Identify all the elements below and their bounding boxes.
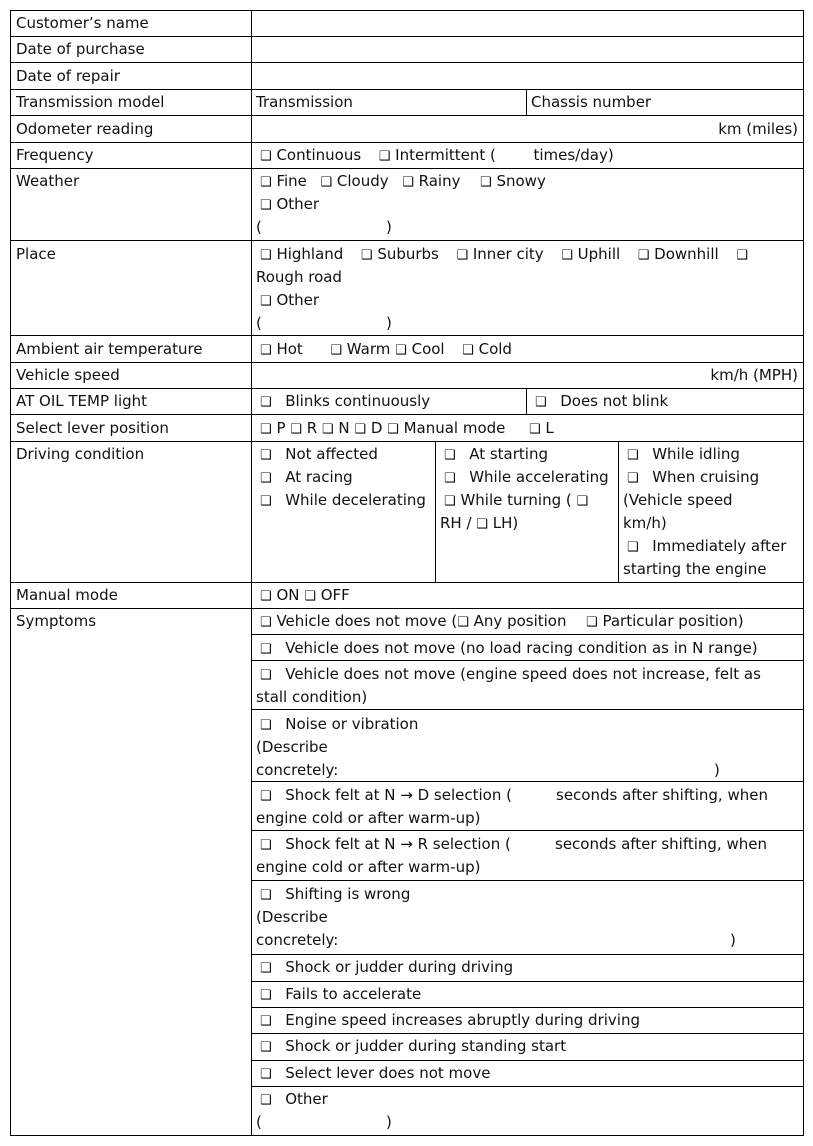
option-off: OFF (320, 586, 350, 604)
symptom-shock-n-d-seconds: seconds after shifting, when (556, 786, 768, 804)
option-at-racing[interactable] (260, 466, 353, 489)
row-divider (10, 608, 804, 609)
checkbox-icon[interactable]: ❑ (535, 395, 547, 410)
checkbox-icon[interactable]: ❑ (637, 248, 650, 263)
option-cool: Cool (411, 340, 445, 358)
option-when-cruising[interactable] (627, 466, 759, 489)
option-n: N (338, 419, 350, 437)
option-rainy: Rainy (418, 172, 461, 190)
option-p: P (276, 419, 286, 437)
symptom-divider (251, 954, 804, 955)
symptom-divider (251, 830, 804, 831)
checkbox-icon[interactable]: ❑ (462, 343, 474, 358)
checkbox-icon[interactable]: ❑ (354, 422, 367, 437)
label-transmission-model: Transmission model (16, 93, 165, 111)
checkbox-icon[interactable]: ❑ (260, 422, 272, 437)
transmission-label: Transmission (256, 93, 353, 111)
checkbox-icon[interactable]: ❑ (260, 175, 272, 190)
checkbox-icon[interactable]: ❑ (395, 343, 407, 358)
option-blinks[interactable] (260, 390, 430, 413)
symptom-label: Shock felt at N → R selection ( (285, 835, 511, 853)
checkbox-icon[interactable]: ❑ (260, 718, 272, 733)
checkbox-icon[interactable]: ❑ (480, 175, 492, 190)
vehicle-speed-unit: km/h (MPH) (710, 366, 798, 384)
symptom-no-load-racing[interactable] (260, 637, 758, 660)
checkbox-icon[interactable]: ❑ (260, 471, 272, 486)
symptom-shock-n-d-cont: engine cold or after warm-up) (256, 809, 481, 827)
checkbox-icon[interactable]: ❑ (330, 343, 342, 358)
option-label: At racing (285, 468, 353, 486)
checkbox-icon[interactable]: ❑ (586, 615, 598, 630)
row-divider (10, 582, 804, 583)
label-weather: Weather (16, 172, 80, 190)
weather-other-paren-close: ) (386, 218, 392, 236)
symptom-label: Shock felt at N → D selection ( (285, 786, 512, 804)
checkbox-icon[interactable]: ❑ (627, 448, 639, 463)
label-odometer: Odometer reading (16, 120, 154, 138)
option-lh: LH) (492, 514, 519, 532)
symptom-divider (251, 981, 804, 982)
checkbox-icon[interactable]: ❑ (476, 517, 488, 532)
option-label: When cruising (652, 468, 760, 486)
lever-options[interactable] (260, 417, 554, 440)
option-label: Blinks continuously (285, 392, 431, 410)
checkbox-icon[interactable]: ❑ (627, 540, 639, 555)
option-cloudy: Cloudy (336, 172, 389, 190)
checkbox-icon[interactable]: ❑ (360, 248, 373, 263)
option-while-turning[interactable] (444, 489, 588, 512)
option-on: ON (276, 586, 300, 604)
symptom-stall-condition[interactable] (260, 663, 761, 686)
checkbox-icon[interactable]: ❑ (456, 248, 469, 263)
option-suburbs: Suburbs (377, 245, 439, 263)
checkbox-icon[interactable]: ❑ (260, 1067, 272, 1082)
checkbox-icon[interactable]: ❑ (444, 448, 456, 463)
checkbox-icon[interactable]: ❑ (378, 149, 391, 164)
option-rh: RH / (440, 514, 477, 532)
ambient-options[interactable] (260, 338, 512, 361)
symptom-shock-n-r[interactable] (260, 833, 511, 856)
checkbox-icon[interactable]: ❑ (561, 248, 573, 263)
symptom-label: Other (285, 1090, 328, 1108)
checkbox-icon[interactable]: ❑ (260, 294, 272, 309)
label-date-purchase: Date of purchase (16, 40, 145, 58)
describe-label: (Describe (256, 738, 328, 756)
manual-mode-options[interactable] (260, 584, 350, 607)
checkbox-icon[interactable]: ❑ (736, 248, 748, 263)
checkbox-icon[interactable]: ❑ (260, 988, 272, 1003)
symptom-divider (251, 880, 804, 881)
symptom-divider (251, 660, 804, 661)
option-hot: Hot (276, 340, 303, 358)
symptom-fails-accelerate[interactable] (260, 983, 421, 1006)
option-any-position: Any position (473, 612, 567, 630)
checkbox-icon[interactable]: ❑ (260, 494, 272, 509)
checkbox-icon[interactable]: ❑ (457, 615, 469, 630)
symptom-divider (251, 709, 804, 710)
table-border-right (803, 10, 804, 1136)
option-label: Not affected (285, 445, 378, 463)
symptom-standing-start[interactable] (260, 1035, 566, 1058)
symptom-other[interactable] (260, 1088, 328, 1111)
option-continuous: Continuous (276, 146, 362, 164)
symptom-divider (251, 1033, 804, 1034)
place-other-paren-open: ( (256, 314, 262, 332)
checkbox-icon[interactable]: ❑ (260, 248, 272, 263)
symptom-noise-vibration[interactable] (260, 713, 418, 736)
weather-other-paren-open: ( (256, 218, 262, 236)
symptom-shifting-wrong[interactable] (260, 883, 410, 906)
symptom-shock-n-r-seconds: seconds after shifting, when (555, 835, 767, 853)
times-per-day: times/day) (533, 146, 614, 164)
option-rough-road: Rough road (256, 268, 342, 286)
option-cold: Cold (478, 340, 512, 358)
place-other-paren-close: ) (386, 314, 392, 332)
checkbox-icon[interactable]: ❑ (444, 494, 456, 509)
option-warm: Warm (346, 340, 391, 358)
option-d: D (370, 419, 383, 437)
checkbox-icon[interactable]: ❑ (260, 1040, 272, 1055)
checkbox-icon[interactable]: ❑ (260, 589, 272, 604)
option-intermittent: Intermittent ( (395, 146, 496, 164)
option-label: Immediately after (652, 537, 787, 555)
option-not-affected[interactable] (260, 443, 378, 466)
symptom-label: Vehicle does not move ( (276, 612, 458, 630)
label-place: Place (16, 245, 56, 263)
checkbox-icon[interactable]: ❑ (260, 343, 272, 358)
checkbox-icon[interactable]: ❑ (260, 888, 272, 903)
option-label: While accelerating (469, 468, 609, 486)
option-while-decelerating[interactable] (260, 489, 426, 512)
row-divider (10, 142, 804, 143)
concretely-close: ) (714, 761, 720, 779)
symptom-label: Fails to accelerate (285, 985, 422, 1003)
checkbox-icon[interactable]: ❑ (260, 149, 272, 164)
option-highland: Highland (276, 245, 344, 263)
symptom-label: Shifting is wrong (285, 885, 411, 903)
row-divider (10, 388, 804, 389)
place-options[interactable] (260, 243, 748, 266)
checkbox-icon[interactable]: ❑ (260, 395, 272, 410)
symptom-divider (251, 634, 804, 635)
option-label: Does not blink (560, 392, 669, 410)
label-select-lever: Select lever position (16, 419, 169, 437)
frequency-options[interactable] (260, 144, 614, 167)
option-other: Other (276, 291, 320, 309)
turning-direction[interactable] (440, 512, 518, 535)
option-while-idling[interactable] (627, 443, 740, 466)
row-divider (10, 414, 804, 415)
place-other[interactable] (260, 289, 319, 312)
row-divider (10, 362, 804, 363)
checkbox-icon[interactable]: ❑ (260, 615, 272, 630)
table-border-left (10, 10, 11, 1136)
checkbox-icon[interactable]: ❑ (387, 422, 399, 437)
checkbox-icon[interactable]: ❑ (321, 422, 334, 437)
option-uphill: Uphill (577, 245, 621, 263)
symptom-divider (251, 1060, 804, 1061)
checkbox-icon[interactable]: ❑ (444, 471, 456, 486)
table-border-bottom (10, 1135, 804, 1136)
symptom-lever-not-move[interactable] (260, 1062, 490, 1085)
concretely-label: concretely: (256, 761, 339, 779)
symptom-shock-judder-driving[interactable] (260, 956, 513, 979)
diagnosis-form (10, 10, 804, 1136)
vehicle-speed-note: (Vehicle speed (623, 491, 733, 509)
option-r: R (306, 419, 318, 437)
checkbox-icon[interactable]: ❑ (320, 175, 333, 190)
concretely-label: concretely: (256, 931, 339, 949)
symptom-divider (251, 1086, 804, 1087)
option-snowy: Snowy (496, 172, 546, 190)
option-label: While decelerating (285, 491, 426, 509)
starting-engine-text: starting the engine (623, 560, 767, 578)
checkbox-icon[interactable]: ❑ (290, 422, 302, 437)
weather-other[interactable] (260, 193, 319, 216)
checkbox-icon[interactable]: ❑ (304, 589, 316, 604)
option-immediately-after[interactable] (627, 535, 786, 558)
row-divider (10, 168, 804, 169)
label-column-divider (251, 10, 252, 1136)
checkbox-icon[interactable]: ❑ (260, 961, 272, 976)
label-symptoms: Symptoms (16, 612, 97, 630)
weather-options[interactable] (260, 170, 546, 193)
option-manual-mode: Manual mode (403, 419, 506, 437)
symptom-label: Select lever does not move (285, 1064, 491, 1082)
concretely-close: ) (730, 931, 736, 949)
option-label: At starting (469, 445, 548, 463)
label-date-repair: Date of repair (16, 67, 120, 85)
checkbox-icon[interactable]: ❑ (627, 471, 639, 486)
symptom-label: Shock or judder during standing start (285, 1037, 567, 1055)
row-divider (10, 335, 804, 336)
checkbox-icon[interactable]: ❑ (260, 1014, 272, 1029)
option-l: L (545, 419, 554, 437)
option-inner-city: Inner city (472, 245, 544, 263)
symptom-label: Vehicle does not move (no load racing condition as in N range) (285, 639, 758, 657)
row-divider (10, 115, 804, 116)
row-divider (10, 240, 804, 241)
option-at-starting[interactable] (444, 443, 548, 466)
symptom-engine-speed-abrupt[interactable] (260, 1009, 640, 1032)
option-particular-position: Particular position) (602, 612, 744, 630)
driving-divider-1 (435, 441, 436, 582)
odometer-unit: km (miles) (718, 120, 798, 138)
option-fine: Fine (276, 172, 307, 190)
option-label: While turning ( (460, 491, 572, 509)
symptom-label: Vehicle does not move (engine speed does not increase, felt as (285, 665, 761, 683)
checkbox-icon[interactable]: ❑ (576, 494, 589, 509)
option-does-not-blink[interactable] (535, 390, 668, 413)
checkbox-icon[interactable]: ❑ (260, 1093, 272, 1108)
symptom-label: Noise or vibration (285, 715, 419, 733)
checkbox-icon[interactable]: ❑ (260, 198, 272, 213)
driving-divider-2 (618, 441, 619, 582)
option-downhill: Downhill (654, 245, 719, 263)
row-divider (10, 89, 804, 90)
label-driving-condition: Driving condition (16, 445, 145, 463)
symptom-other-paren-open: ( (256, 1113, 262, 1131)
label-vehicle-speed: Vehicle speed (16, 366, 120, 384)
label-at-oil: AT OIL TEMP light (16, 392, 148, 410)
symptom-other-paren-close: ) (386, 1113, 392, 1131)
option-while-accelerating[interactable] (444, 466, 609, 489)
describe-label: (Describe (256, 908, 328, 926)
checkbox-icon[interactable]: ❑ (260, 642, 272, 657)
date-repair-field[interactable] (252, 63, 803, 89)
symptom-does-not-move[interactable] (260, 610, 744, 633)
label-manual-mode: Manual mode (16, 586, 118, 604)
chassis-number-label: Chassis number (531, 93, 652, 111)
checkbox-icon[interactable]: ❑ (260, 789, 272, 804)
checkbox-icon[interactable]: ❑ (260, 838, 272, 853)
transmission-divider (526, 89, 527, 115)
at-oil-divider (526, 388, 527, 414)
checkbox-icon[interactable]: ❑ (528, 422, 541, 437)
option-other: Other (276, 195, 320, 213)
vehicle-speed-note-unit: km/h) (623, 514, 667, 532)
row-divider (10, 441, 804, 442)
symptom-label: Engine speed increases abruptly during driving (285, 1011, 640, 1029)
symptom-divider (251, 1007, 804, 1008)
symptom-shock-n-r-cont: engine cold or after warm-up) (256, 858, 481, 876)
checkbox-icon[interactable]: ❑ (260, 448, 272, 463)
symptom-label: Shock or judder during driving (285, 958, 514, 976)
checkbox-icon[interactable]: ❑ (260, 668, 272, 683)
option-label: While idling (652, 445, 740, 463)
symptom-shock-n-d[interactable] (260, 784, 512, 807)
date-purchase-field[interactable] (252, 37, 803, 62)
label-ambient: Ambient air temperature (16, 340, 203, 358)
label-frequency: Frequency (16, 146, 94, 164)
label-customer-name: Customer’s name (16, 14, 149, 32)
symptom-stall-condition-cont: stall condition) (256, 688, 368, 706)
customer-name-field[interactable] (252, 11, 803, 36)
checkbox-icon[interactable]: ❑ (402, 175, 414, 190)
